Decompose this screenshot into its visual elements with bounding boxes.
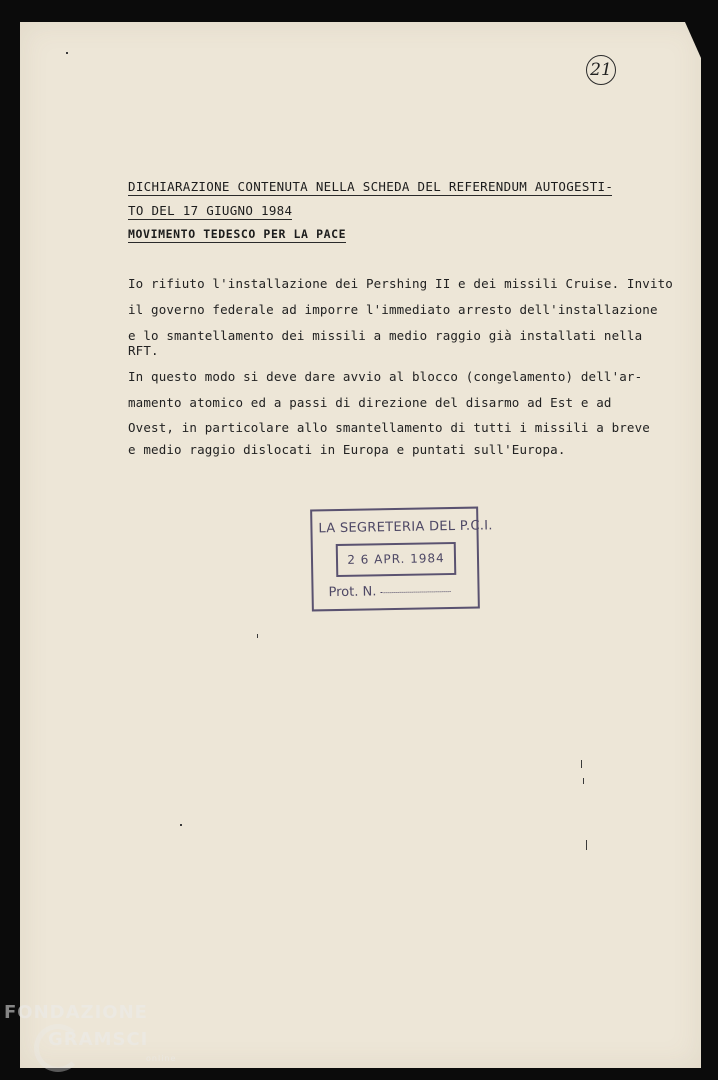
stamp-protocol-label: Prot. N.	[328, 584, 377, 601]
fondazione-gramsci-watermark	[4, 1002, 177, 1063]
stamp-protocol	[328, 583, 450, 600]
watermark-line-2: GRAMSCI	[48, 1029, 149, 1050]
body-line: In questo modo si deve dare avvio al blocco (congelamento) dell'ar-	[128, 369, 643, 384]
speck-mark	[66, 52, 68, 54]
speck-mark	[257, 634, 258, 638]
watermark-line-1: FONDAZIONE	[4, 1002, 148, 1023]
document-page	[20, 22, 701, 1068]
body-line: Ovest, in particolare allo smantellamento di tutti i missili a breve	[128, 420, 650, 435]
body-line: RFT.	[128, 343, 159, 358]
page-corner-fold	[685, 22, 701, 58]
heading-line-1: DICHIARAZIONE CONTENUTA NELLA SCHEDA DEL REFERENDUM AUTOGESTI-	[128, 179, 614, 194]
body-line: il governo federale ad imporre l'immediato arresto dell'installazione	[128, 302, 658, 317]
registry-stamp	[310, 507, 493, 612]
page-number: 21	[586, 55, 616, 85]
body-line: Io rifiuto l'installazione dei Pershing II e dei missili Cruise. Invito	[128, 276, 673, 291]
speck-mark	[586, 840, 587, 850]
body-line: e lo smantellamento dei missili a medio raggio già installati nella	[128, 328, 643, 343]
heading-line-2: TO DEL 17 GIUGNO 1984	[128, 203, 293, 218]
speck-mark	[180, 824, 182, 826]
body-line: mamento atomico ed a passi di direzione del disarmo ad Est e ad	[128, 395, 612, 410]
body-line: e medio raggio dislocati in Europa e puntati sull'Europa.	[128, 442, 566, 457]
stamp-protocol-line	[380, 591, 450, 593]
speck-mark	[581, 760, 582, 768]
stamp-title: LA SEGRETERIA DEL P.C.I.	[318, 518, 493, 537]
watermark-line-3: online	[146, 1054, 177, 1063]
heading-line-3: MOVIMENTO TEDESCO PER LA PACE	[128, 227, 347, 241]
speck-mark	[583, 778, 584, 784]
stamp-date: 2 6 APR. 1984	[336, 542, 457, 577]
